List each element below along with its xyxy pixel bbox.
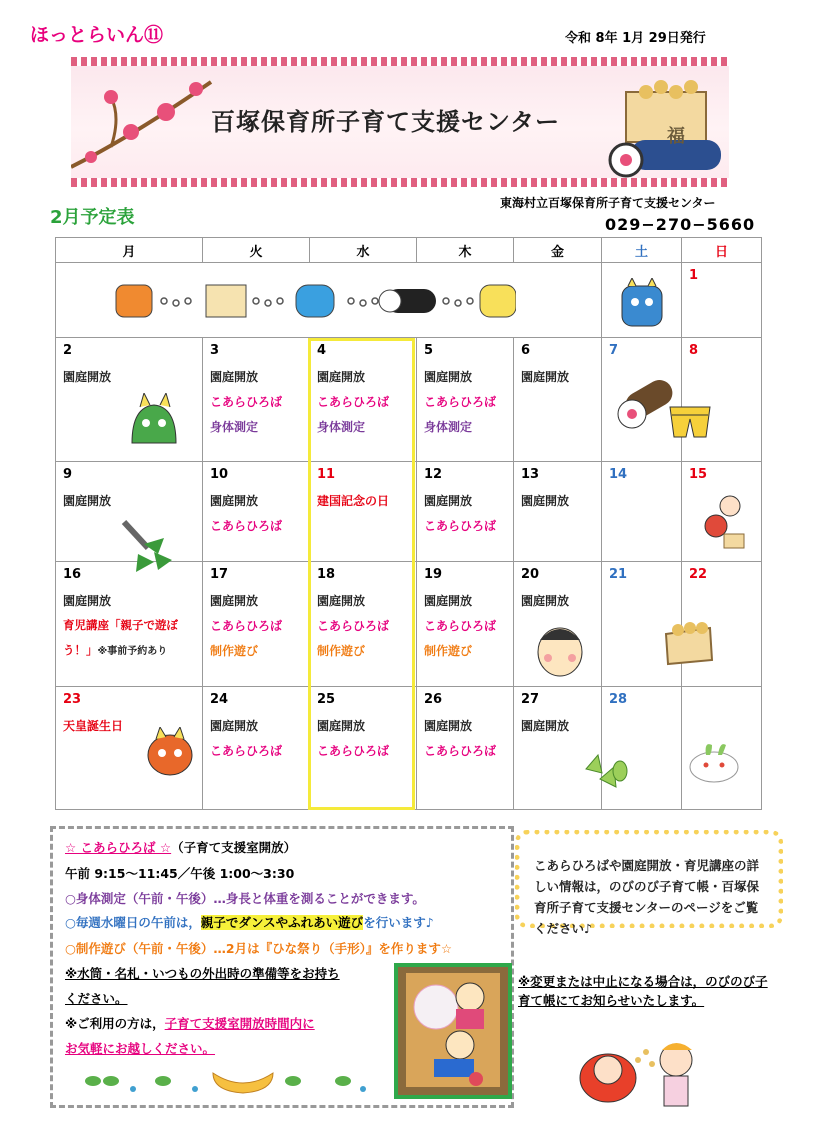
event-hiroba: こあらひろば bbox=[424, 744, 497, 758]
info-link-box bbox=[515, 830, 783, 936]
event-garden: 園庭開放 bbox=[63, 594, 112, 608]
day-number: 24 bbox=[210, 692, 229, 707]
weekday-fri: 金 bbox=[514, 238, 602, 263]
info-wednesday-pre: ○毎週水曜日の午前は， bbox=[65, 915, 201, 930]
day-cell-15 bbox=[682, 462, 762, 562]
banner-border-top bbox=[71, 57, 729, 66]
day-cell-24 bbox=[203, 687, 310, 810]
day-cell-5 bbox=[417, 338, 514, 462]
blue-oni-icon bbox=[618, 278, 666, 330]
event-garden: 園庭開放 bbox=[424, 594, 473, 608]
event-garden: 園庭開放 bbox=[210, 370, 259, 384]
event-garden: 園庭開放 bbox=[424, 370, 473, 384]
info-wednesday-line bbox=[65, 913, 434, 931]
day-number: 21 bbox=[609, 567, 628, 582]
day-number: 27 bbox=[521, 692, 540, 707]
info-hours: 午前 9:15〜11:45／午後 1:00〜3:30 bbox=[65, 866, 295, 881]
weekday-sat: 土 bbox=[602, 238, 682, 263]
event-garden: 園庭開放 bbox=[317, 719, 366, 733]
wednesday-highlight bbox=[308, 338, 415, 810]
weekday-tue: 火 bbox=[203, 238, 310, 263]
info-craft: ○制作遊び（午前・午後）…2月は『ひな祭り（手形）』を作ります☆ bbox=[65, 941, 453, 956]
day-cell-6 bbox=[514, 338, 602, 462]
day-number: 19 bbox=[424, 567, 443, 582]
event-koza-line2 bbox=[63, 642, 167, 658]
day-number: 12 bbox=[424, 467, 443, 482]
event-koza-line1: 育児講座「親子で遊ぼ bbox=[63, 618, 178, 632]
info-usage-line2: お気軽にお越しください。 bbox=[65, 1041, 216, 1056]
event-measure: 身体測定 bbox=[210, 420, 259, 434]
info-heading-sub: （子育て支援室開放） bbox=[171, 840, 297, 855]
weekday-mon: 月 bbox=[56, 238, 203, 263]
info-heading: ☆ こあらひろば ☆ bbox=[65, 840, 172, 855]
event-measure: 身体測定 bbox=[317, 420, 366, 434]
event-hiroba: こあらひろば bbox=[424, 395, 497, 409]
bean-throwing-kids-icon bbox=[568, 1030, 708, 1114]
day-number: 22 bbox=[689, 567, 708, 582]
day-cell-17 bbox=[203, 562, 310, 687]
event-measure: 身体測定 bbox=[424, 420, 473, 434]
green-oni-icon bbox=[126, 393, 182, 445]
day-cell-blank-sat bbox=[602, 263, 682, 338]
event-garden: 園庭開放 bbox=[63, 370, 112, 384]
info-bring-line2: ください。 bbox=[65, 991, 128, 1006]
day-cell-9 bbox=[56, 462, 203, 562]
setsubun-decoration-cell bbox=[56, 263, 602, 338]
banner bbox=[71, 57, 729, 187]
event-craft: 制作遊び bbox=[210, 644, 259, 658]
info-link-text: こあらひろばや園庭開放・育児講座の詳しい情報は，のびのび子育て帳・百塚保育所子育て支援センターのページをご覧ください♪ bbox=[534, 858, 760, 936]
day-number: 3 bbox=[210, 343, 220, 358]
info-wednesday-post: を行います♪ bbox=[363, 915, 434, 930]
day-number: 18 bbox=[317, 567, 336, 582]
event-hiroba: こあらひろば bbox=[317, 744, 390, 758]
weekday-wed: 水 bbox=[310, 238, 417, 263]
event-craft: 制作遊び bbox=[317, 644, 366, 658]
info-heading-line bbox=[65, 838, 296, 856]
day-number: 17 bbox=[210, 567, 229, 582]
event-garden: 園庭開放 bbox=[521, 370, 570, 384]
day-number: 13 bbox=[521, 467, 540, 482]
weekday-thu: 木 bbox=[417, 238, 514, 263]
event-hiroba: こあらひろば bbox=[210, 619, 283, 633]
info-wednesday-highlight: 親子でダンスやふれあい遊び bbox=[200, 915, 364, 930]
day-cell-10 bbox=[203, 462, 310, 562]
day-number: 6 bbox=[521, 343, 531, 358]
day-cell-19 bbox=[417, 562, 514, 687]
event-hiroba: こあらひろば bbox=[317, 619, 390, 633]
event-garden: 園庭開放 bbox=[521, 594, 570, 608]
setsubun-children-icon bbox=[700, 492, 750, 552]
change-note bbox=[518, 972, 780, 1010]
snow-rabbit-icon bbox=[688, 741, 742, 783]
day-cell-26 bbox=[417, 687, 514, 810]
event-hiroba: こあらひろば bbox=[317, 395, 390, 409]
day-number: 20 bbox=[521, 567, 540, 582]
plum-branch-icon bbox=[71, 67, 221, 177]
okame-face-icon bbox=[534, 622, 586, 678]
fuku-label: 福 bbox=[667, 126, 685, 147]
event-koza-note: ※事前予約あり bbox=[97, 646, 168, 657]
day-cell-12 bbox=[417, 462, 514, 562]
event-hiroba: こあらひろば bbox=[424, 519, 497, 533]
day-number: 4 bbox=[317, 343, 327, 358]
fukinoto-icon bbox=[580, 749, 630, 795]
event-garden: 園庭開放 bbox=[521, 494, 570, 508]
day-number: 25 bbox=[317, 692, 336, 707]
newsletter-title: ほっとらいん⑪ bbox=[30, 24, 164, 46]
day-cell-2 bbox=[56, 338, 203, 462]
day-number: 7 bbox=[609, 343, 619, 358]
event-garden: 園庭開放 bbox=[210, 594, 259, 608]
event-garden: 園庭開放 bbox=[317, 370, 366, 384]
day-number: 15 bbox=[689, 467, 708, 482]
event-garden: 園庭開放 bbox=[210, 494, 259, 508]
day-cell-7 bbox=[602, 338, 682, 462]
day-number: 2 bbox=[63, 343, 73, 358]
day-number: 16 bbox=[63, 567, 82, 582]
event-garden: 園庭開放 bbox=[521, 719, 570, 733]
day-cell-27 bbox=[514, 687, 602, 810]
day-cell-blank-end bbox=[682, 687, 762, 810]
day-cell-14 bbox=[602, 462, 682, 562]
day-cell-23 bbox=[56, 687, 203, 810]
day-number: 8 bbox=[689, 343, 699, 358]
hina-doll-handprint-icon bbox=[398, 967, 508, 1095]
day-cell-1 bbox=[682, 263, 762, 338]
issue-date: 令和 8年 1月 29日発行 bbox=[565, 31, 706, 46]
weekday-sun: 日 bbox=[682, 238, 762, 263]
event-tenno: 天皇誕生日 bbox=[63, 719, 124, 733]
event-garden: 園庭開放 bbox=[210, 719, 259, 733]
bean-masu-icon bbox=[660, 620, 716, 666]
change-note-text: ※変更または中止になる場合は，のびのび子育て帳にてお知らせいたします。 bbox=[518, 974, 768, 1008]
day-number: 9 bbox=[63, 467, 73, 482]
banner-title: 百塚保育所子育て支援センター bbox=[211, 108, 561, 136]
info-bring-line1: ※水筒・名札・いつもの外出時の準備等をお持ち bbox=[65, 966, 340, 981]
event-kenkoku: 建国記念の日 bbox=[317, 494, 390, 508]
hinamatsuri-craft-photo bbox=[394, 963, 512, 1099]
month-title: 2月予定表 bbox=[50, 207, 135, 228]
day-cell-16 bbox=[56, 562, 203, 687]
oni-pants-icon bbox=[668, 403, 712, 439]
day-number: 10 bbox=[210, 467, 229, 482]
day-number: 1 bbox=[689, 268, 699, 283]
event-garden: 園庭開放 bbox=[317, 594, 366, 608]
event-garden: 園庭開放 bbox=[424, 494, 473, 508]
day-cell-21 bbox=[602, 562, 682, 687]
day-number: 11 bbox=[317, 467, 336, 482]
day-number: 14 bbox=[609, 467, 628, 482]
day-cell-8 bbox=[682, 338, 762, 462]
info-usage-pre: ※ご利用の方は， bbox=[65, 1016, 165, 1031]
music-leaves-decoration-icon bbox=[83, 1063, 383, 1097]
info-measure: ○身体測定（午前・午後）…身長と体重を測ることができます。 bbox=[65, 891, 425, 906]
day-number: 23 bbox=[63, 692, 82, 707]
day-number: 28 bbox=[609, 692, 628, 707]
day-number: 5 bbox=[424, 343, 434, 358]
event-hiroba: こあらひろば bbox=[210, 744, 283, 758]
day-cell-3 bbox=[203, 338, 310, 462]
info-usage-highlight: 子育て支援室開放時間内に bbox=[164, 1016, 315, 1031]
day-cell-13 bbox=[514, 462, 602, 562]
day-cell-20 bbox=[514, 562, 602, 687]
event-hiroba: こあらひろば bbox=[210, 519, 283, 533]
organization-name: 東海村立百塚保育所子育て支援センター bbox=[500, 196, 716, 210]
event-garden: 園庭開放 bbox=[63, 494, 112, 508]
setsubun-parade-icon bbox=[106, 279, 516, 323]
info-usage-line bbox=[65, 1014, 315, 1032]
event-garden: 園庭開放 bbox=[424, 719, 473, 733]
event-hiroba: こあらひろば bbox=[210, 395, 283, 409]
setsubun-masu-icon bbox=[591, 72, 726, 182]
event-craft: 制作遊び bbox=[424, 644, 473, 658]
event-hiroba: こあらひろば bbox=[424, 619, 497, 633]
holly-sardine-icon bbox=[118, 518, 174, 576]
event-koza-text: う！」 bbox=[63, 643, 98, 657]
day-number: 26 bbox=[424, 692, 443, 707]
red-oni-icon bbox=[144, 727, 196, 777]
phone-number: 029−270−5660 bbox=[605, 215, 756, 234]
